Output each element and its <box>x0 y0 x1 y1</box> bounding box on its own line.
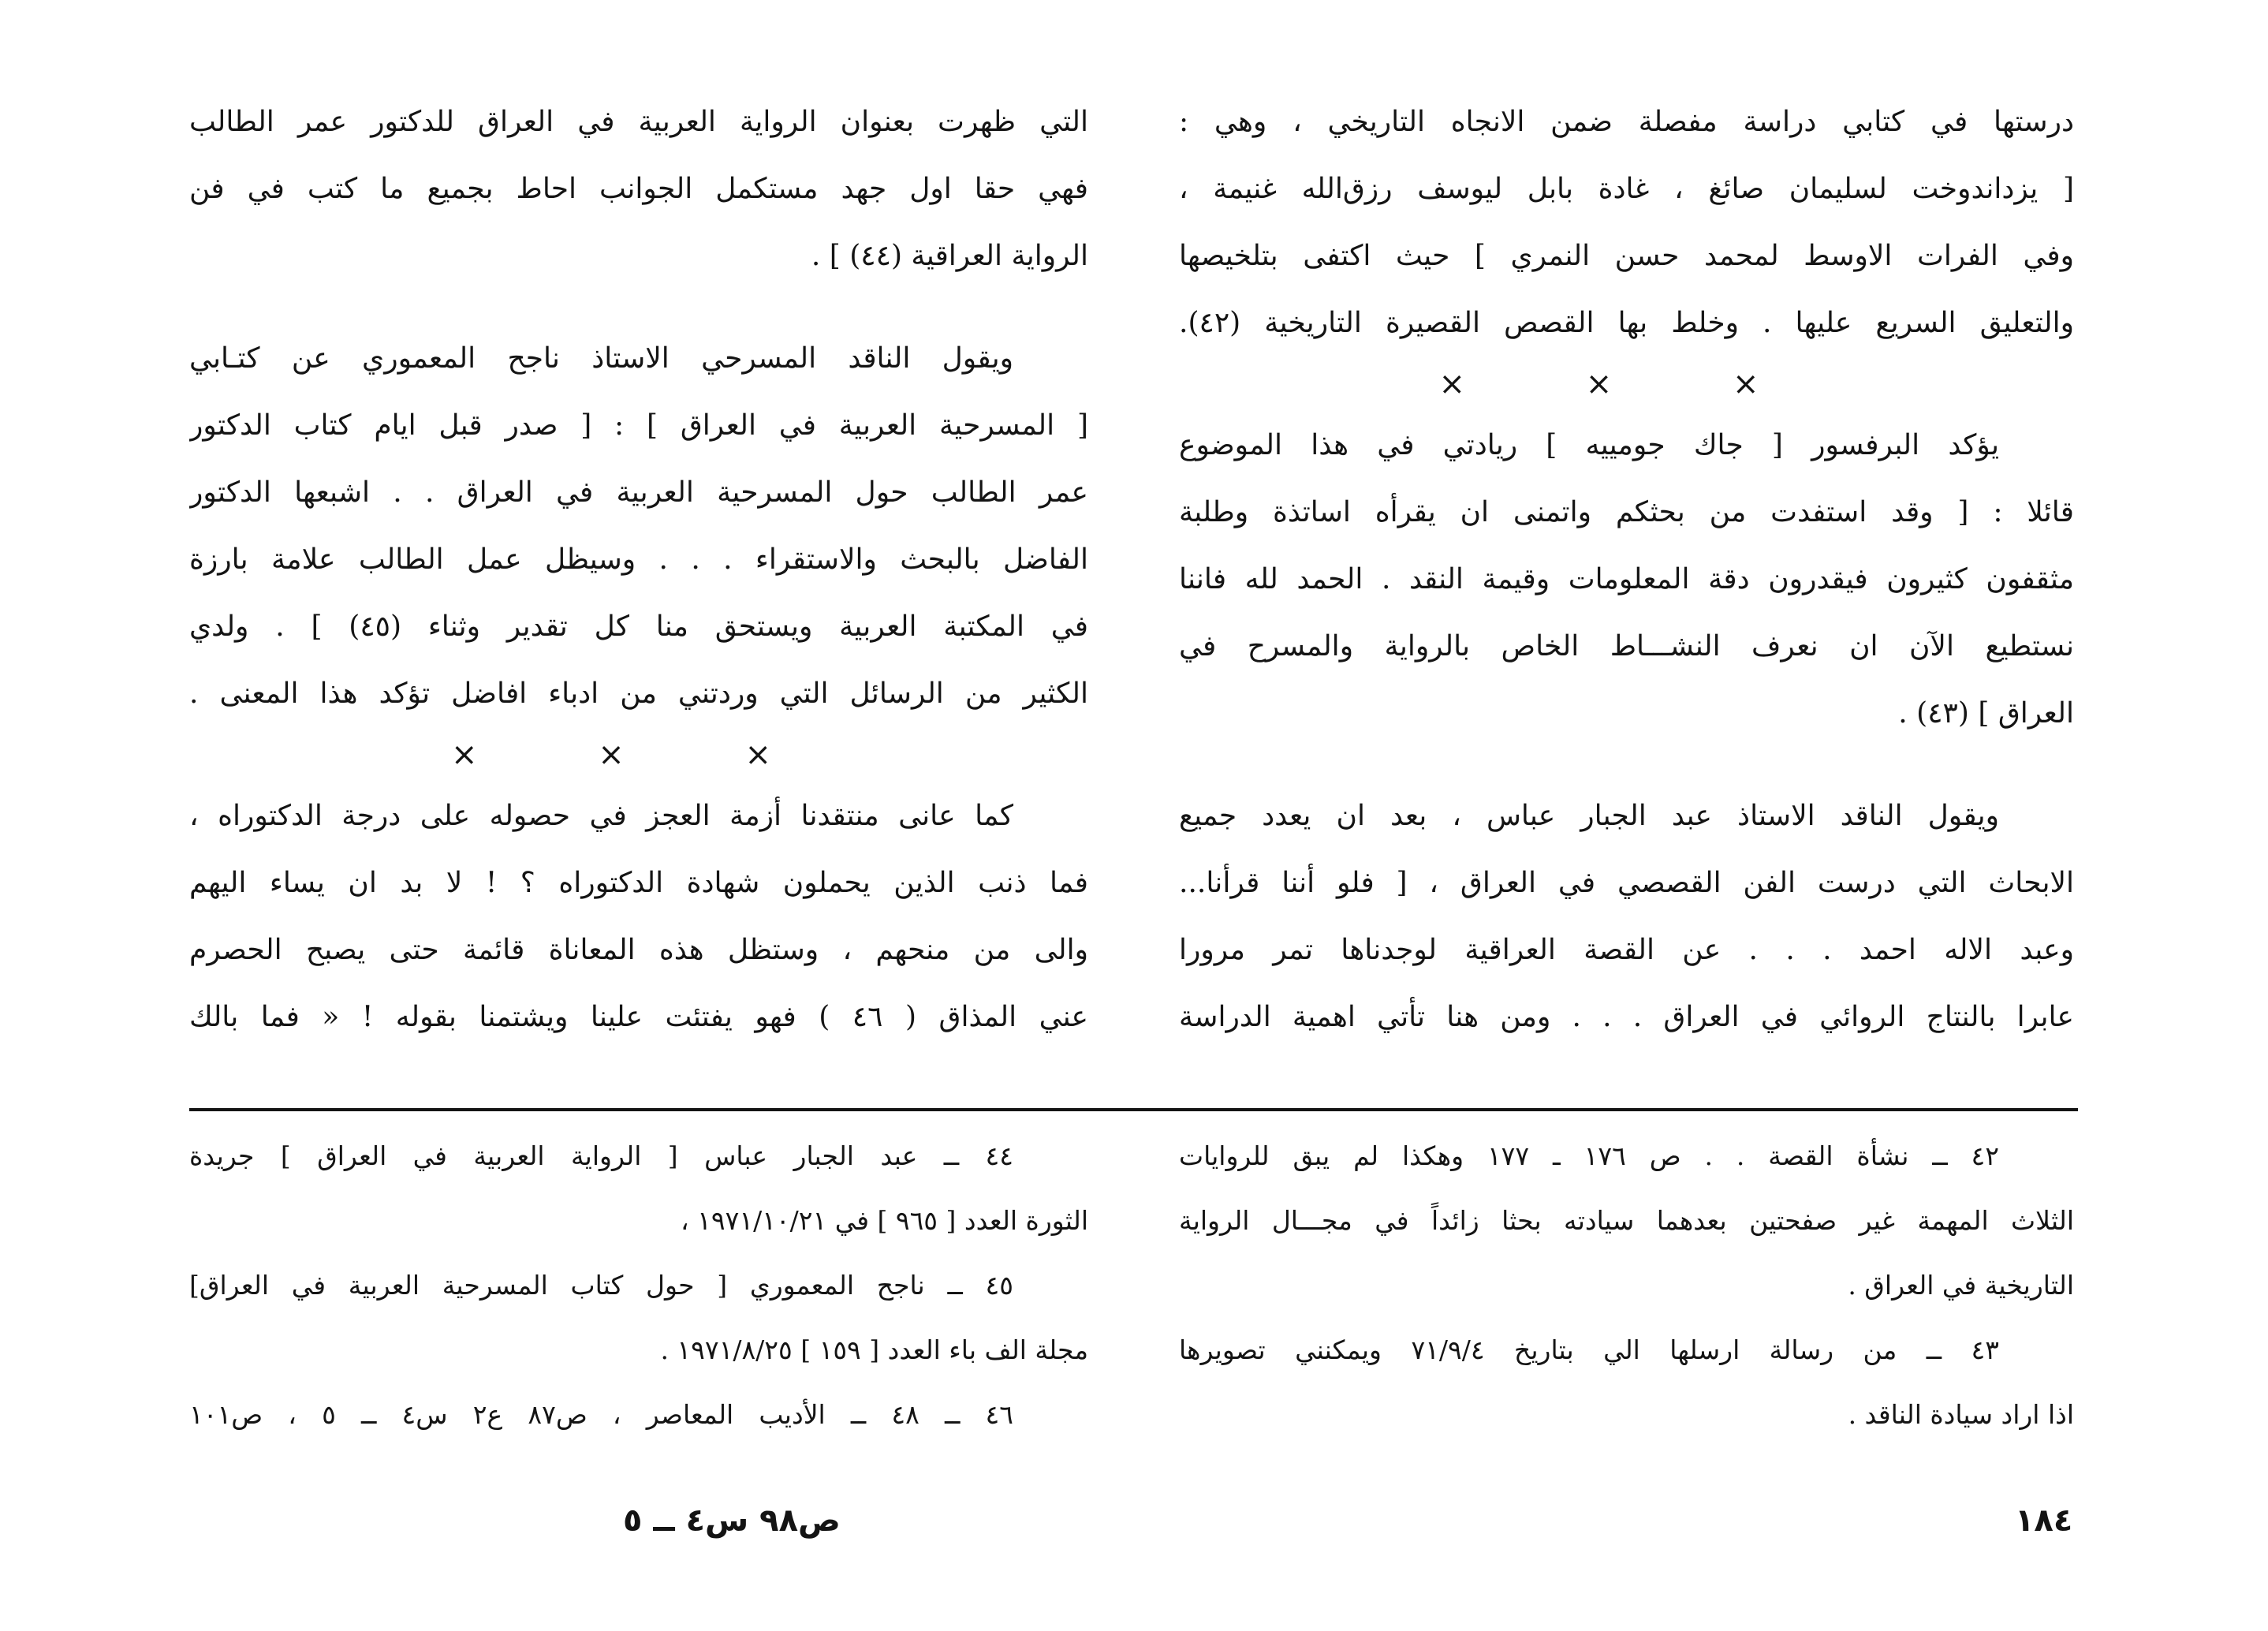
text-line: فهي حقا اول جهد مستكمل الجوانب احاط بجميع ما كتب في فن <box>189 173 1088 205</box>
text-line: والى من منحهم ، وستظل هذه المعاناة قائمة حتى يصبح الحصرم <box>189 934 1088 966</box>
right-paragraph-1 <box>1179 88 2074 356</box>
text-line: مثقفون كثيرون فيقدرون دقة المعلومات وقيمة النقد . الحمد لله فاننا <box>1179 563 2074 595</box>
right-column <box>1179 88 2074 1051</box>
text-line: العراق ] (٤٣) . <box>1898 697 2074 730</box>
text-line: عابرا بالنتاج الروائي في العراق . . . ومن هنا تأتي اهمية الدراسة <box>1179 1001 2074 1033</box>
footnote-line: التاريخية في العراق . <box>1848 1270 2074 1301</box>
paragraph-gap <box>1179 747 2074 782</box>
footnote-line: ٤٦ ــ ٤٨ ــ الأديب المعاصر ، ص٨٧ ع٢ س٤ ــ ٥ ، ص١٠١ <box>189 1399 1013 1430</box>
text-line: عمر الطالب حول المسرحية العربية في العراق . . اشبعها الدكتور <box>189 476 1088 509</box>
text-line: عني المذاق ( ٤٦ ) فهو يفتئت علينا ويشتمنا بقوله ! « فما بالك <box>189 1001 1088 1033</box>
text-line: ويقول الناقد المسرحي الاستاذ ناجح المعموري عن كتـابي <box>189 342 1013 375</box>
left-column <box>189 88 1088 1051</box>
left-paragraph-2 <box>189 325 1088 727</box>
text-line: في المكتبة العربية ويستحق منا كل تقدير وثناء (٤٥) ] . ولدي <box>189 610 1088 643</box>
footnote-line: اذا اراد سيادة الناقد . <box>1848 1399 2074 1430</box>
text-line: قائلا : [ وقد استفدت من بحثكم واتمنى ان يقرأه اساتذة وطلبة <box>1179 496 2074 528</box>
right-paragraph-2 <box>1179 412 2074 747</box>
footer-reference: ص٩٨ س٤ ــ ٥ <box>623 1502 841 1539</box>
text-line: كما عانى منتقدنا أزمة العجز في حصوله على درجة الدكتوراه ، <box>189 800 1013 832</box>
text-line: والتعليق السريع عليها . وخلط بها القصص القصيرة التاريخية (٤٢). <box>1179 307 2074 339</box>
footnote-line: ٤٤ ــ عبد الجبار عباس [ الرواية العربية في العراق ] جريدة <box>189 1140 1013 1171</box>
text-line: فما ذنب الذين يحملون شهادة الدكتوراه ؟ ! لا بد ان يساء اليهم <box>189 867 1088 899</box>
text-line: [ المسرحية العربية في العراق ] : [ صدر قبل ايام كتاب الدكتور <box>189 409 1088 442</box>
text-line: الابحاث التي درست الفن القصصي في العراق ، [ فلو أننا قرأنا... <box>1179 867 2074 899</box>
footnote-line: ٤٢ ــ نشأة القصة . . ص ١٧٦ ـ ١٧٧ وهكذا لم يبق للروايات <box>1179 1140 1999 1171</box>
footnotes-right <box>1179 1124 2074 1447</box>
section-separator: × × × <box>451 737 826 773</box>
footnote-line: الثورة العدد [ ٩٦٥ ] في ١٩٧١/١٠/٢١ ، <box>681 1205 1088 1236</box>
footnotes-left <box>189 1124 1088 1447</box>
text-line: الرواية العراقية (٤٤) ] . <box>811 240 1088 272</box>
right-paragraph-3 <box>1179 782 2074 1051</box>
text-line: ويقول الناقد الاستاذ عبد الجبار عباس ، بعد ان يعدد جميع <box>1179 800 1999 832</box>
text-line: يؤكد البرفسور [ جاك جومييه ] ريادتي في هذا الموضوع <box>1179 429 1999 461</box>
text-line: التي ظهرت بعنوان الرواية العربية في العراق للدكتور عمر الطالب <box>189 106 1088 138</box>
footnote-line: ٤٣ ــ من رسالة ارسلها الي بتاريخ ٧١/٩/٤ ويمكنني تصويرها <box>1179 1334 1999 1365</box>
text-line: الكثير من الرسائل التي وردتني من ادباء افاضل تؤكد هذا المعنى . <box>189 677 1088 710</box>
footnote-line: الثلاث المهمة غير صفحتين بعدهما سيادته بحثا زائداً في مجـــال الرواية <box>1179 1205 2074 1236</box>
footnote-divider <box>189 1108 2078 1111</box>
text-line: نستطيع الآن ان نعرف النشـــاط الخاص بالرواية والمسرح في <box>1179 630 2074 662</box>
text-line: وفي الفرات الاوسط لمحمد حسن النمري ] حيث اكتفى بتلخيصها <box>1179 240 2074 272</box>
text-line: [ يزداندوخت لسليمان صائغ ، غادة بابل ليوسف رزق‌الله غنيمة ، <box>1179 173 2074 205</box>
footnote-line: ٤٥ ــ ناجح المعموري [ حول كتاب المسرحية العربية في العراق] <box>189 1270 1013 1301</box>
footnote-line: مجلة الف باء العدد [ ١٥٩ ] ١٩٧١/٨/٢٥ . <box>660 1334 1088 1365</box>
left-paragraph-3 <box>189 782 1088 1051</box>
text-line: الفاضل بالبحث والاستقراء . . . وسيظل عمل الطالب علامة بارزة <box>189 543 1088 576</box>
section-separator: × × × <box>1438 366 1815 402</box>
page-number: ١٨٤ <box>2015 1502 2073 1539</box>
paragraph-gap <box>189 289 1088 325</box>
text-line: وعبد الاله احمد . . . عن القصة العراقية لوجدناها تمر مرورا <box>1179 934 2074 966</box>
text-line: درستها في كتابي دراسة مفصلة ضمن الانجاه التاريخي ، وهي : <box>1179 106 2074 138</box>
left-paragraph-1 <box>189 88 1088 289</box>
